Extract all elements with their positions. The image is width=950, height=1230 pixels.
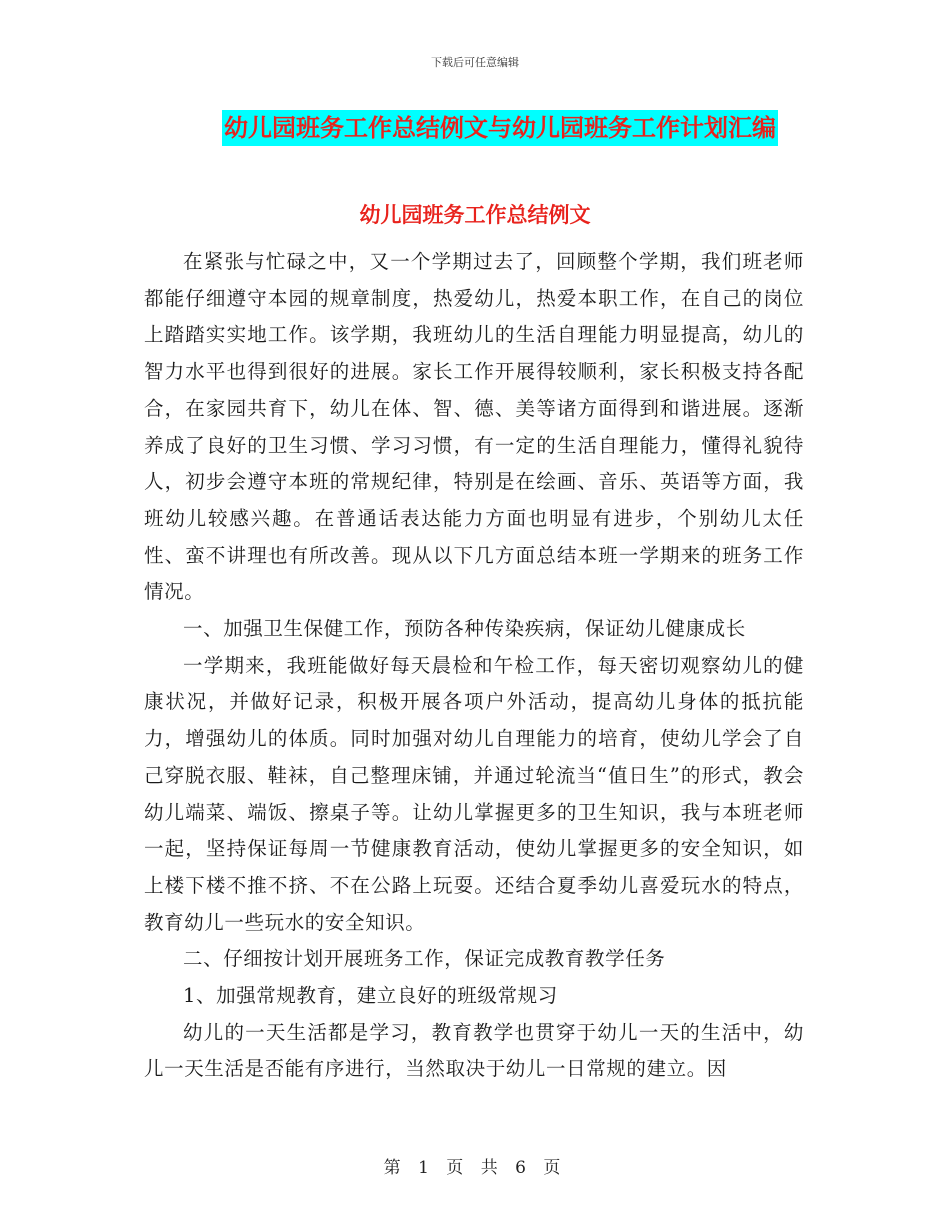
paragraph: 一、加强卫生保健工作，预防各种传染疾病，保证幼儿健康成长 [183,617,746,641]
section-title: 幼儿园班务工作总结例文 [359,203,591,227]
document-body [144,244,804,1088]
page-number-footer: 第 1 页 共 6 页 [383,1158,567,1178]
paragraph: 幼儿的一天生活都是学习，教育教学也贯穿于幼儿一天的生活中，幼儿一天生活是否能有序进行，当然取决于幼儿一日常规的建立。因 [144,1020,804,1081]
page-header-note: 下载后可任意编辑 [431,56,519,69]
main-title-container [0,110,950,146]
main-title: 幼儿园班务工作总结例文与幼儿园班务工作计划汇编 [222,110,778,146]
paragraph: 1、加强常规教育，建立良好的班级常规习 [183,984,558,1008]
paragraph: 二、仔细按计划开展班务工作，保证完成教育教学任务 [183,947,666,971]
paragraph: 一学期来，我班能做好每天晨检和午检工作，每天密切观察幼儿的健康状况，并做好记录，积极开展各项户外活动，提高幼儿身体的抵抗能力，增强幼儿的体质。同时加强对幼儿自理能力的培育，使幼儿学会了自己穿脱衣服、鞋袜，自己整理床铺，并通过轮流当“值日生”的形式，教会幼儿端菜、端饭、擦桌子等。让幼儿掌握更多的卫生知识，我与本班老师一起，坚持保证每周一节健康教育活动，使幼儿掌握更多的安全知识，如上楼下楼不推不挤、不在公路上玩耍。还结合夏季幼儿喜爱玩水的特点，教育幼儿一些玩水的安全知识。 [144,653,804,934]
paragraph: 在紧张与忙碌之中，又一个学期过去了，回顾整个学期，我们班老师都能仔细遵守本园的规章制度，热爱幼儿，热爱本职工作，在自己的岗位上踏踏实实地工作。该学期，我班幼儿的生活自理能力明显提高，幼儿的智力水平也得到很好的进展。家长工作开展得较顺利，家长积极支持各配合，在家园共育下，幼儿在体、智、德、美等诸方面得到和谐进展。逐渐养成了良好的卫生习惯、学习习惯，有一定的生活自理能力，懂得礼貌待人，初步会遵守本班的常规纪律，特别是在绘画、音乐、英语等方面，我班幼儿较感兴趣。在普通话表达能力方面也明显有进步，个别幼儿太任性、蛮不讲理也有所改善。现从以下几方面总结本班一学期来的班务工作情况。 [144,250,804,604]
